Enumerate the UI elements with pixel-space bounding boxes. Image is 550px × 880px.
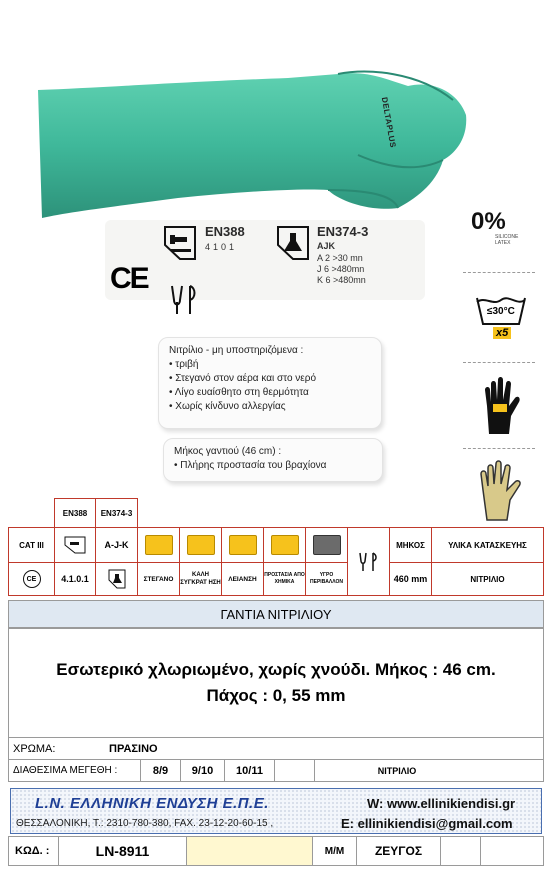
- divider: [463, 448, 535, 449]
- glove-image: [38, 60, 468, 240]
- color-value: ΠΡΑΣΙΝΟ: [109, 742, 158, 755]
- spec-length-header: ΜΗΚΟΣ: [389, 527, 432, 563]
- color-row: [8, 738, 544, 760]
- en388-hammer-icon: [161, 225, 199, 261]
- product-title: [8, 600, 544, 628]
- description-line: Πάχος : 0, 55 mm: [206, 686, 346, 705]
- hammer-icon: [63, 536, 87, 554]
- spec-usage-3: [221, 527, 264, 563]
- unit-label: Μ/Μ: [313, 837, 357, 865]
- spec-ce: [8, 562, 55, 596]
- code-empty-cell: [441, 837, 481, 865]
- size-option: 9/10: [181, 760, 225, 781]
- size-option: 8/9: [141, 760, 181, 781]
- spec-usage-2: [179, 527, 222, 563]
- ce-mark-small: CE: [23, 570, 41, 588]
- spec-code: 4.1.0.1: [54, 562, 96, 596]
- spec-material-value: ΝΙΤΡΙΛΙΟ: [431, 562, 544, 596]
- features-title: Νιτρίλιο - μη υποστηριζόμενα :: [169, 345, 304, 356]
- sizes-row: [8, 760, 544, 782]
- code-label: ΚΩΔ. :: [9, 837, 59, 865]
- spec-usage-label-4: ΠΡΟΣΤΑΣΙΑ ΑΠΟ ΧΗΜΙΚΑ: [263, 562, 306, 596]
- features-bubble: [158, 337, 382, 429]
- spec-header-en374: EN374-3: [95, 498, 138, 528]
- silicone-free-icon: [471, 208, 531, 248]
- product-image-area: [8, 0, 544, 528]
- length-item: • Πλήρης προστασία του βραχίονα: [174, 459, 372, 473]
- cut-resistance-glove-icon: [481, 376, 523, 436]
- product-title-text: ΓΑΝΤΙΑ ΝΙΤΡΙΛΙΟΥ: [220, 606, 332, 622]
- spec-ajk: A-J-K: [95, 527, 138, 563]
- grip-icon: [187, 535, 215, 555]
- en374-line-a: A 2 >30 mn: [317, 253, 363, 263]
- spec-header-en388: EN388: [54, 498, 96, 528]
- unit-value: ΖΕΥΓΟΣ: [357, 837, 441, 865]
- length-title: Μήκος γαντιού (46 cm) :: [174, 446, 282, 457]
- en374-line-j: J 6 >480mn: [317, 264, 365, 274]
- wash-temp: ≤30°C: [487, 306, 515, 317]
- feature-item: • Στεγανό στον αέρα και στο νερό: [169, 372, 371, 386]
- food-safe-icon: [357, 551, 381, 573]
- silicone-label: SILICONE LATEX: [495, 234, 519, 246]
- en388-code: 4101: [205, 242, 238, 252]
- spec-cat: CAT III: [8, 527, 55, 563]
- spec-usage-1: [137, 527, 180, 563]
- length-bubble: [163, 438, 383, 482]
- food-safe-icon: [166, 282, 202, 318]
- wash-times: x5: [493, 327, 511, 339]
- wet-environment-icon: [313, 535, 341, 555]
- description-line: Εσωτερικό χλωριωμένο, χωρίς χνούδι. Μήκος : 46 cm.: [56, 660, 496, 679]
- sizes-label: ΔΙΑΘΕΣΙΜΑ ΜΕΓΕΘΗ :: [9, 760, 141, 781]
- en374-flask-icon: [274, 225, 312, 261]
- company-website[interactable]: W: www.ellinikiendisi.gr: [367, 796, 516, 811]
- divider: [463, 362, 535, 363]
- spec-en388-icon-cell: [54, 527, 96, 563]
- en374-line-k: K 6 >480mn: [317, 275, 366, 285]
- company-name: L.N. ΕΛΛΗΝΙΚΗ ΕΝΔΥΣΗ Ε.Π.Ε.: [35, 795, 269, 812]
- spec-material-header: ΥΛΙΚΑ ΚΑΤΑΣΚΕΥΗΣ: [431, 527, 544, 563]
- spec-food-icon-cell: [347, 527, 390, 596]
- company-box: [10, 788, 542, 834]
- certification-panel: [105, 220, 425, 300]
- spec-length-value: 460 mm: [389, 562, 432, 596]
- ce-mark: CE: [110, 262, 148, 295]
- en388-title: EN388: [205, 224, 245, 239]
- color-label: ΧΡΩΜΑ:: [13, 742, 56, 755]
- spec-table: [8, 498, 544, 598]
- code-blank-field: [187, 837, 313, 865]
- product-description: [8, 628, 544, 738]
- size-empty: [275, 760, 315, 781]
- feature-item: • τριβή: [169, 358, 371, 372]
- feature-item: • Χωρίς κίνδυνο αλλεργίας: [169, 400, 371, 414]
- spec-usage-label-2: ΚΑΛΗ ΣΥΓΚΡΑΤ ΗΣΗ: [179, 562, 222, 596]
- chemical-protection-icon: [271, 535, 299, 555]
- waterproof-icon: [145, 535, 173, 555]
- spec-usage-4: [263, 527, 306, 563]
- smooth-icon: [229, 535, 257, 555]
- en374-title: EN374-3: [317, 224, 369, 239]
- product-code: LN-8911: [59, 837, 187, 865]
- spec-usage-label-3: ΛΕΙΑΝΣΗ: [221, 562, 264, 596]
- spec-usage-5: [305, 527, 348, 563]
- wash-icon: [473, 294, 529, 342]
- feature-item: • Λίγο ευαίσθητο στη θερμότητα: [169, 386, 371, 400]
- company-address: ΘΕΣΣΑΛΟΝΙΚΗ, Τ.: 2310-780-380, FAX. 23-12-20-60-15 ,: [16, 818, 274, 829]
- spec-en374-icon-cell: [95, 562, 138, 596]
- brand-logo: DELTAPLUS: [379, 96, 398, 149]
- sizes-material: ΝΙΤΡΙΛΙΟ: [377, 765, 417, 776]
- company-email[interactable]: E: ellinikiendisi@gmail.com: [341, 816, 513, 831]
- spec-usage-label-1: ΣΤΕΓΑΝΟ: [137, 562, 180, 596]
- flask-icon: [108, 569, 126, 589]
- silicone-percent: 0%: [471, 208, 506, 235]
- right-icon-column: [463, 200, 548, 530]
- spec-usage-label-5: ΥΓΡΟ ΠΕΡΙΒΑΛΛΟΝ: [305, 562, 348, 596]
- divider: [463, 272, 535, 273]
- size-option: 10/11: [225, 760, 275, 781]
- code-row: [8, 836, 544, 866]
- en374-sub: AJK: [317, 241, 336, 251]
